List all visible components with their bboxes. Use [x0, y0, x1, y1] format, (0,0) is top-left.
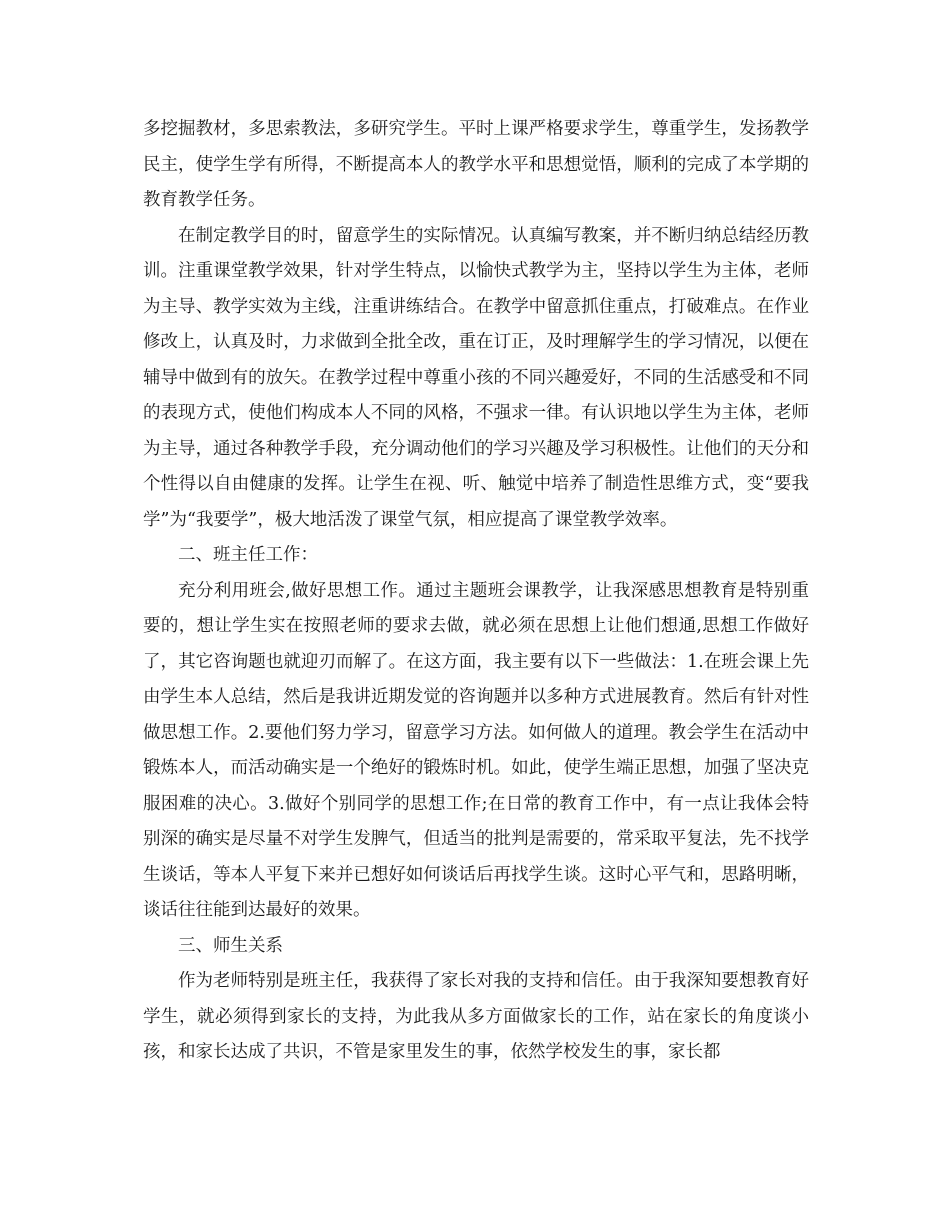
section-heading-class-teacher: 二、班主任工作：	[178, 545, 318, 565]
document-body	[143, 112, 809, 1071]
section-heading-teacher-student: 三、师生关系	[178, 935, 283, 956]
paragraph-2: 在制定教学目的时，留意学生的实际情况。认真编写教案，并不断归纳总结经历教训。注重课堂教学效果，针对学生特点，以愉快式教学为主，坚持以学生为主体，老师为主导、教学实效为主线，注重讲练结合。在教学中留意抓住重点，打破难点。在作业修改上，认真及时，力求做到全批全改，重在订正，及时理解学生的学习情况，以便在辅导中做到有的放矢。在教学过程中尊重小孩的不同兴趣爱好，不同的生活感受和不同的表现方式，使他们构成本人不同的风格，不强求一律。有认识地以学生为主体，老师为主导，通过各种教学手段，充分调动他们的学习兴趣及学习积极性。让他们的天分和个性得以自由健康的发挥。让学生在视、听、触觉中培养了制造性思维方式，变“要我学”为“我要学”，极大地活泼了课堂气氛，相应提高了课堂教学效率。	[143, 225, 809, 530]
paragraph-4: 作为老师特别是班主任，我获得了家长对我的支持和信任。由于我深知要想教育好学生，就必须得到家长的支持，为此我从多方面做家长的工作，站在家长的角度谈小孩，和家长达成了共识，不管是家里发生的事，依然学校发生的事，家长都	[143, 971, 809, 1062]
paragraph-1: 多挖掘教材，多思索教法，多研究学生。平时上课严格要求学生，尊重学生，发扬教学民主，使学生学有所得，不断提高本人的教学水平和思想觉悟，顺利的完成了本学期的教育教学任务。	[143, 119, 809, 210]
paragraph-3: 充分利用班会,做好思想工作。通过主题班会课教学，让我深感思想教育是特别重要的，想让学生实在按照老师的要求去做，就必须在思想上让他们想通,思想工作做好了，其它咨询题也就迎刃而解了。在这方面，我主要有以下一些做法：1.在班会课上先由学生本人总结，然后是我讲近期发觉的咨询题并以多种方式进展教育。然后有针对性做思想工作。2.要他们努力学习，留意学习方法。如何做人的道理。教会学生在活动中锻炼本人，而活动确实是一个绝好的锻炼时机。如此，使学生端正思想，加强了坚决克服困难的决心。3.做好个别同学的思想工作;在日常的教育工作中，有一点让我体会特别深的确实是尽量不对学生发脾气，但适当的批判是需要的，常采取平复法，先不找学生谈话，等本人平复下来并已想好如何谈话后再找学生谈。这时心平气和，思路明晰，谈话往往能到达最好的效果。	[143, 580, 809, 920]
